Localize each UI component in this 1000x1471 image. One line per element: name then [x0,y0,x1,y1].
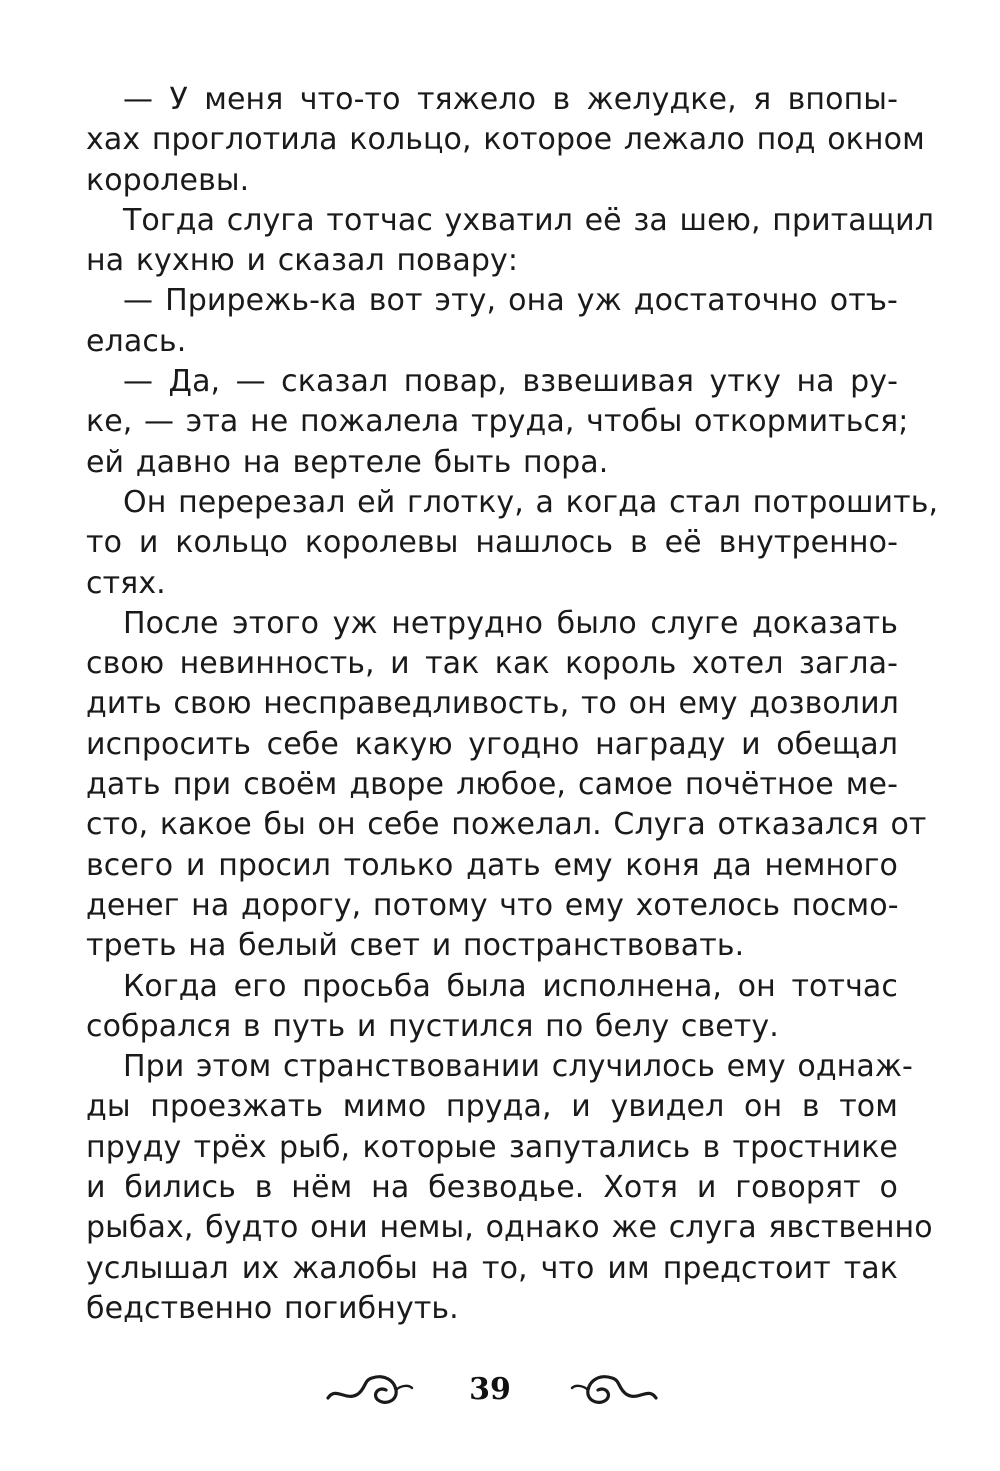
page-footer [0,1360,1000,1420]
paragraph-line: При этом странствовании случилось ему однаж- [123,1049,913,1085]
paragraph-line: — У меня что-то тяжело в желудке, я впопы- [123,82,898,117]
paragraph-line: елась. [86,323,187,359]
paragraph-line: испросить себе какую угодно награду и обещал [86,726,898,762]
paragraph-line: королевы. [86,162,250,198]
paragraph-line: Он перерезал ей глотку, а когда стал потрошить, [123,484,939,520]
page-body-text [86,80,939,1329]
paragraph-line: дать при своём дворе любое, самое почётное ме- [86,767,898,803]
paragraph-line: Когда его просьба была исполнена, он тотчас [123,968,898,1004]
paragraph-line: всего и просил только дать ему коня да немного [86,847,898,883]
paragraph-line: и бились в нём на безводье. Хотя и говорят о [86,1170,898,1206]
paragraph-line: После этого уж нетрудно было слуге доказать [123,605,898,641]
paragraph-line: то и кольцо королевы нашлось в её внутренно- [86,525,898,561]
page-number: 39 [469,1372,511,1407]
paragraph-line: треть на белый свет и постранствовать. [86,928,745,964]
paragraph-line: денег на дорогу, потому что ему хотелось посмо- [86,887,899,923]
paragraph-line: пруду трёх рыб, которые запутались в тростнике [86,1129,898,1165]
paragraph-line: стях. [86,565,166,601]
paragraph-line: — Прирежь-ка вот эту, она уж достаточно отъ- [123,283,898,319]
paragraph-line: собрался в путь и пустился по белу свету. [86,1008,779,1044]
paragraph-line: свою невинность, и так как король хотел загла- [86,646,898,682]
swirl-right-icon [568,1368,660,1408]
paragraph-line: ды проезжать мимо пруда, и увидел он в том [86,1089,898,1125]
paragraph-line: ей давно на вертеле быть пора. [86,444,609,480]
swirl-left-icon [324,1368,416,1408]
paragraph-line: дить свою несправедливость, то он ему дозволил [86,686,899,722]
paragraph-line: — Да, — сказал повар, взвешивая утку на ру- [123,364,898,400]
paragraph-line: бедственно погибнуть. [86,1290,459,1326]
paragraph-line: ке, — эта не пожалела труда, чтобы откормиться; [86,404,909,440]
paragraph-line: рыбах, будто они немы, однако же слуга явственно [86,1210,933,1246]
paragraph-line: Тогда слуга тотчас ухватил её за шею, притащил [123,202,935,238]
paragraph-line: хах проглотила кольцо, которое лежало под окном [86,122,925,158]
paragraph-line: на кухню и сказал повару: [86,243,519,279]
paragraph-line: услышал их жалобы на то, что им предстоит так [86,1250,898,1286]
paragraph-line: сто, какое бы он себе пожелал. Слуга отказался от [86,807,927,843]
